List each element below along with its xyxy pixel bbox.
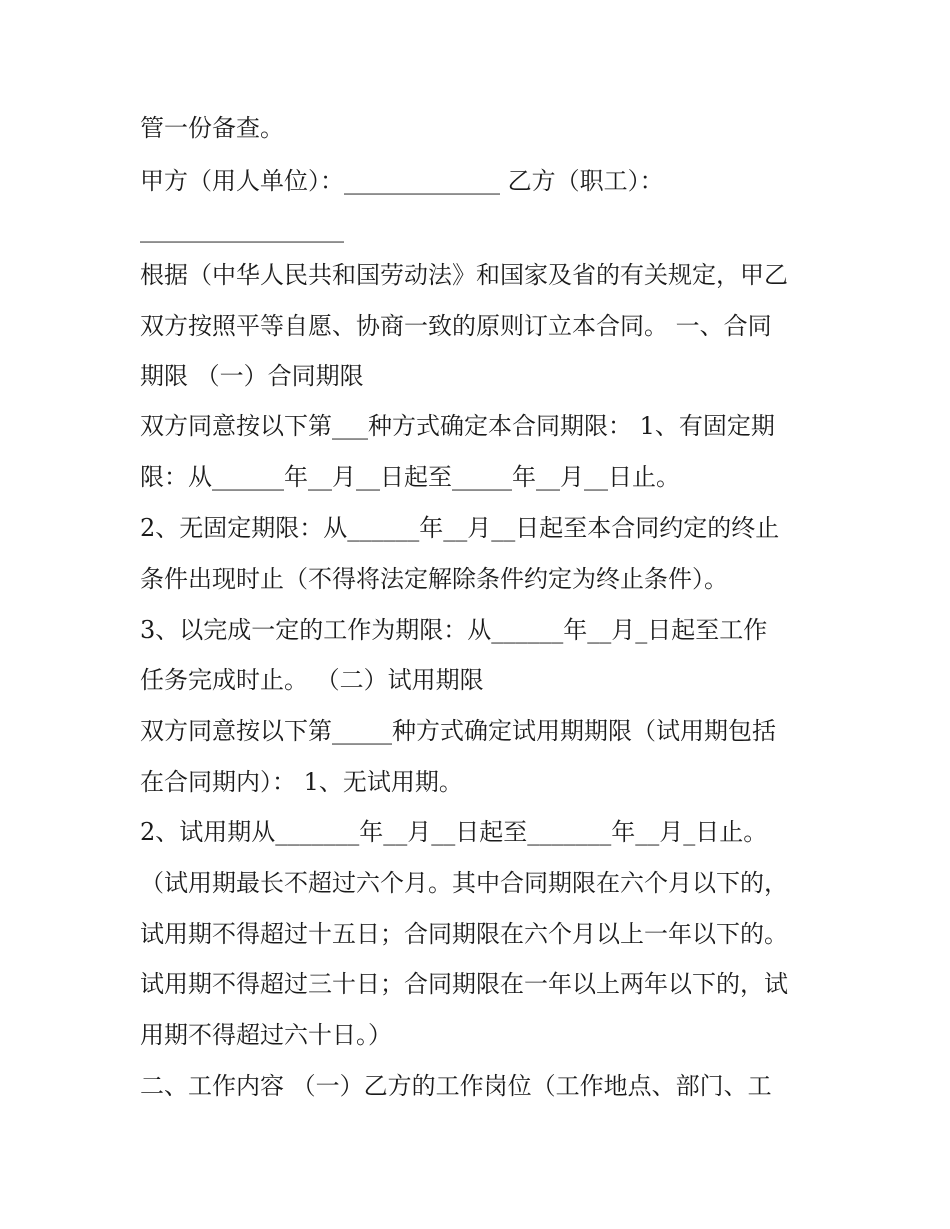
text-line: （试用期最长不超过六个月。其中合同期限在六个月以下的， xyxy=(140,869,788,897)
text-line: 二、工作内容 （一）乙方的工作岗位（工作地点、部门、工 xyxy=(140,1072,772,1100)
text-line: 2、试用期从_______年__月__日起至_______年__月_日止。 xyxy=(140,818,768,846)
text-line: 试用期不得超过十五日；合同期限在六个月以上一年以下的。 xyxy=(140,920,788,948)
text-line: 双方按照平等自愿、协商一致的原则订立本合同。 一、合同 xyxy=(140,312,772,340)
text-line: _________________ xyxy=(140,215,344,243)
text-line: 管一份备查。 xyxy=(140,114,284,142)
text-line: 2、无固定期限：从______年__月__日起至本合同约定的终止 xyxy=(140,514,780,542)
text-line: 3、以完成一定的工作为期限：从______年__月_日起至工作 xyxy=(140,616,768,644)
text-line: 试用期不得超过三十日；合同期限在一年以上两年以下的，试 xyxy=(140,970,788,998)
text-line: 根据（中华人民共和国劳动法》和国家及省的有关规定，甲乙 xyxy=(140,261,788,289)
text-line: 限：从______年__月__日起至_____年__月__日止。 xyxy=(140,463,680,491)
text-line: 用期不得超过六十日。） xyxy=(140,1021,392,1049)
text-line: 双方同意按以下第_____种方式确定试用期期限（试用期包括 xyxy=(140,717,776,745)
text-line: 双方同意按以下第___种方式确定本合同期限： 1、有固定期 xyxy=(140,412,775,440)
text-line: 条件出现时止（不得将法定解除条件约定为终止条件）。 xyxy=(140,565,728,593)
text-line: 任务完成时止。 （二）试用期限 xyxy=(140,666,484,694)
text-line: 甲方（用人单位）：_____________ 乙方（职工）： xyxy=(140,167,664,195)
text-line: 在合同期内）： 1、无试用期。 xyxy=(140,768,463,796)
text-line: 期限 （一）合同期限 xyxy=(140,362,364,390)
